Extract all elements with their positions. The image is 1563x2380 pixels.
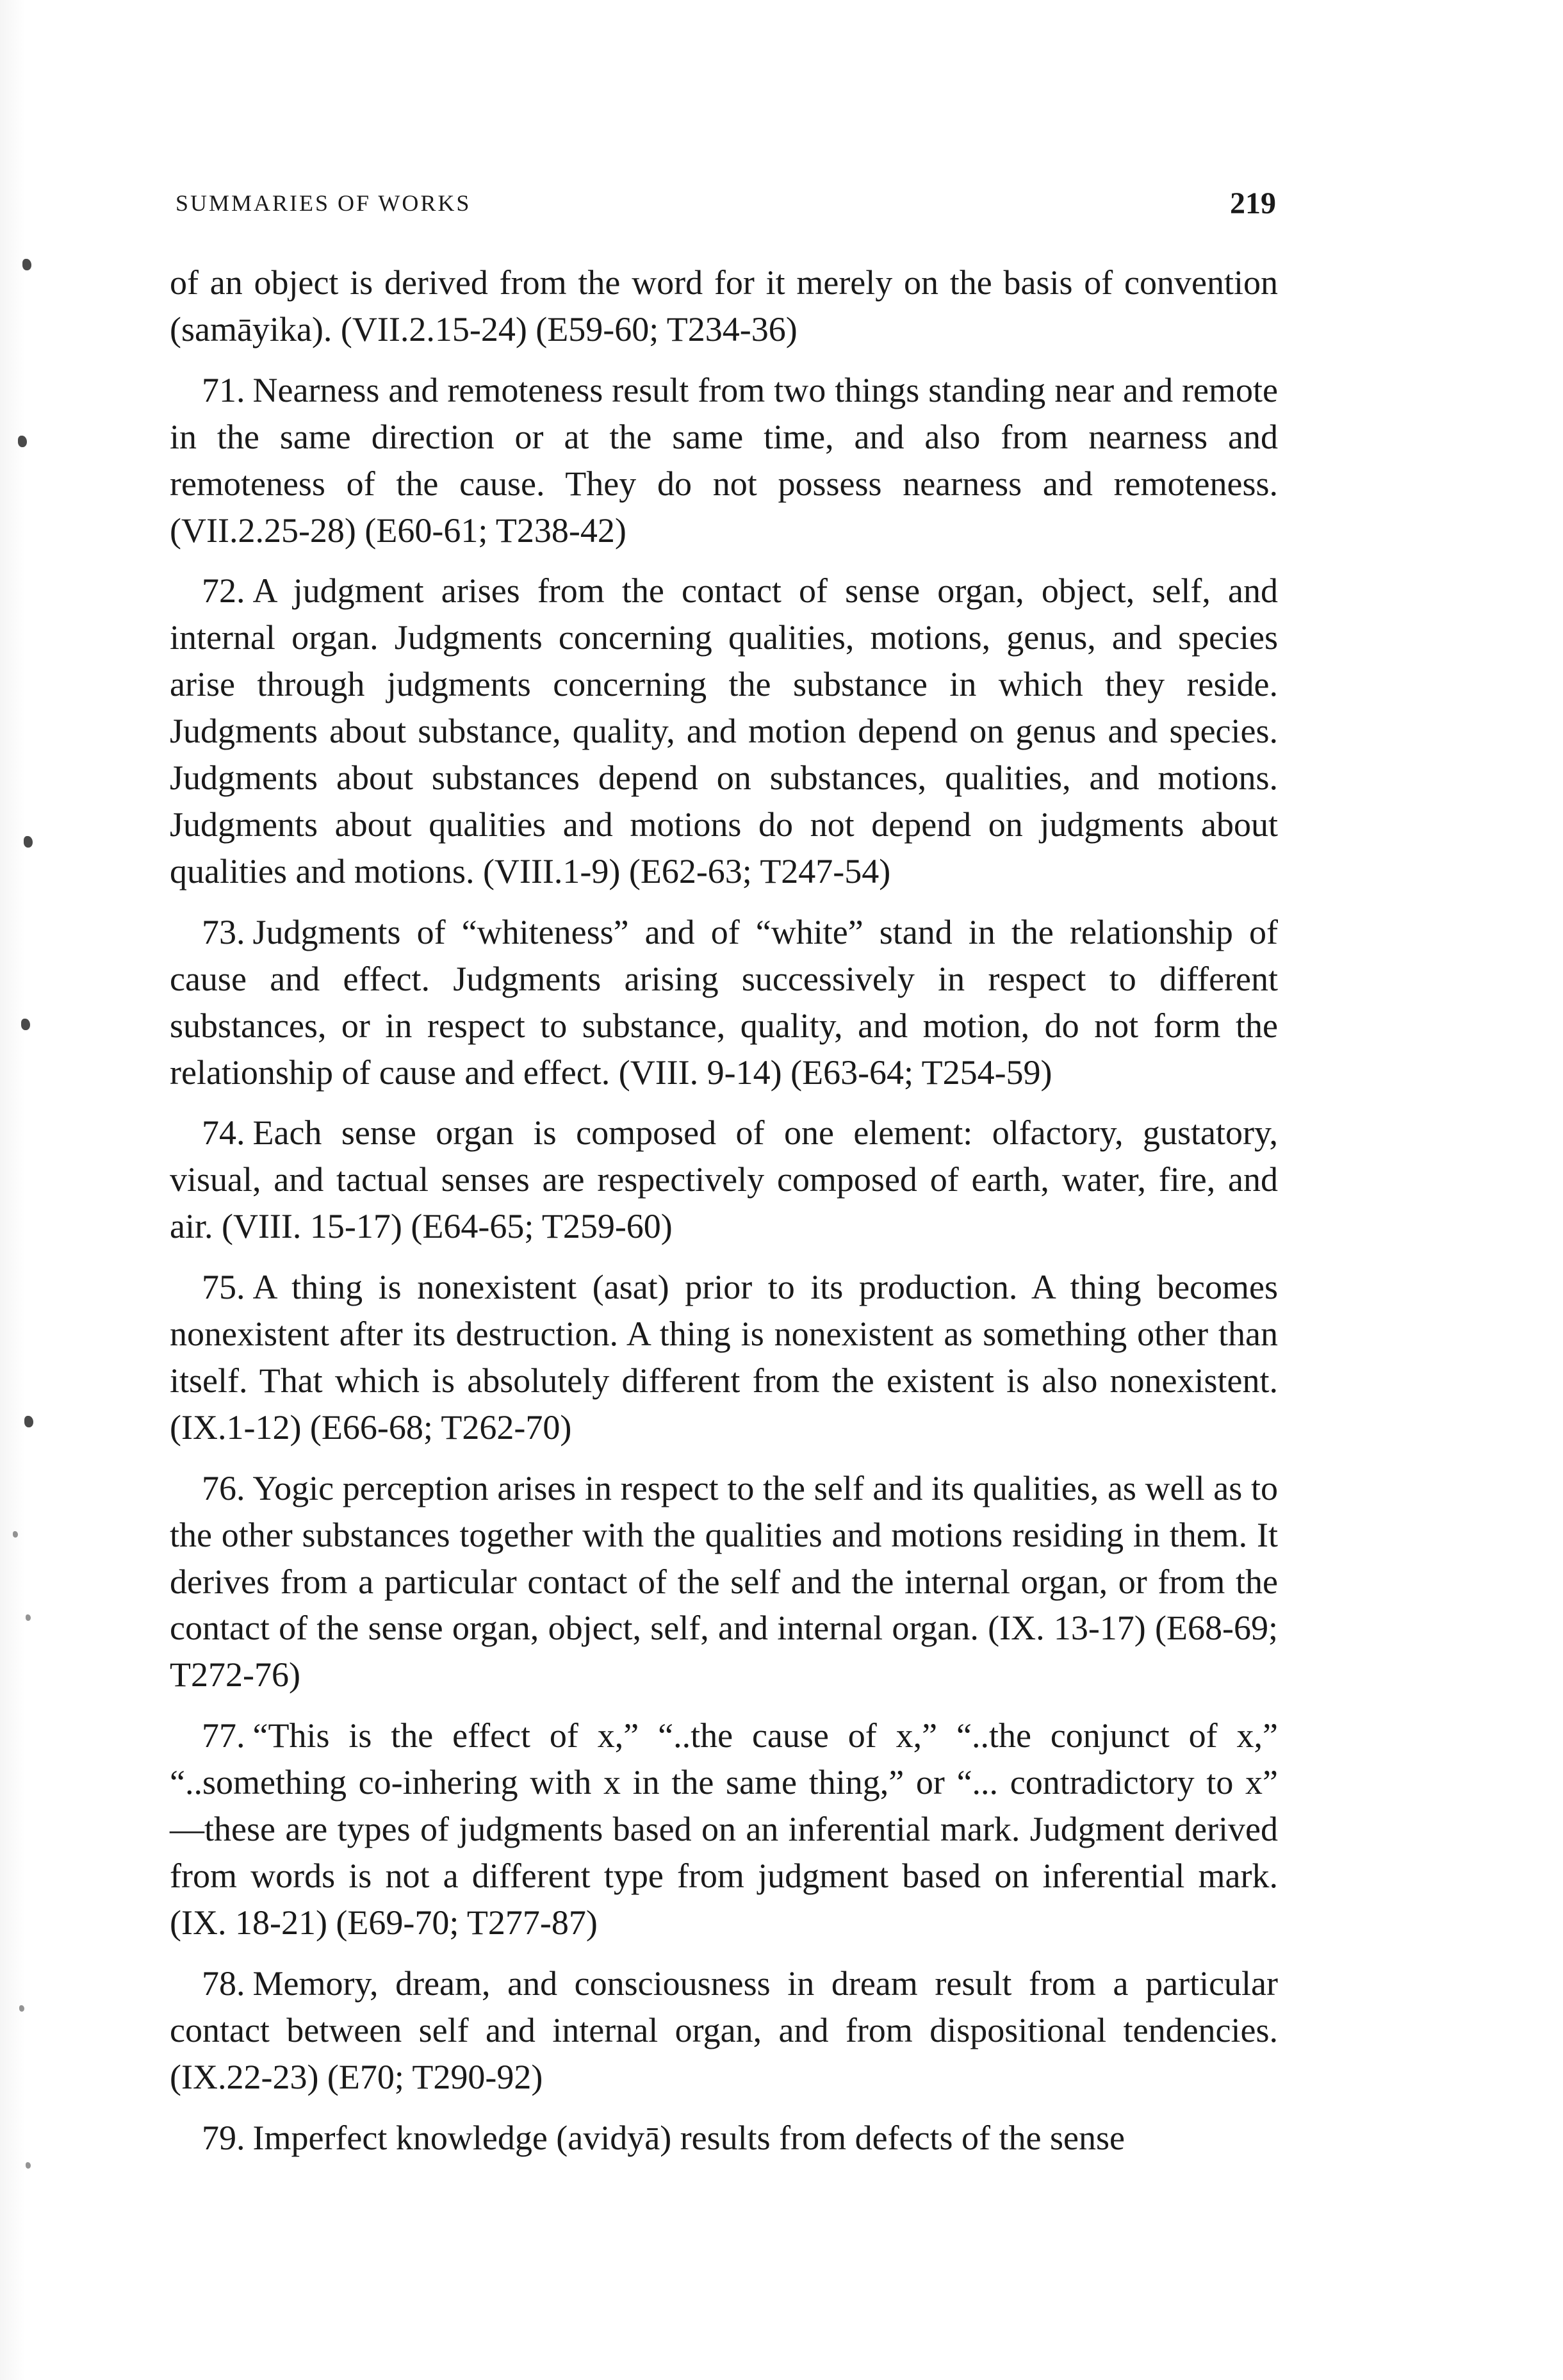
margin-speck [24, 1416, 33, 1427]
margin-speck [22, 259, 31, 270]
paragraph-73 [170, 909, 1278, 1096]
margin-speck [21, 1019, 30, 1030]
paragraph-text: Judgments of “whiteness” and of “white” stand in the relationship of cause and effect. Judgments arising successively in respect to different substances, or in respect to substance, quality, and motion, do not form the relationship of cause and effect. (VIII. 9-14) (E63-64; T254-59) [170, 912, 1278, 1092]
paragraph-number: 77. [202, 1716, 245, 1755]
margin-speck [26, 2162, 31, 2169]
paragraph-text: Imperfect knowledge (avidyā) results from defects of the sense [252, 2118, 1125, 2157]
paragraph-78 [170, 1960, 1278, 2101]
paragraph-text: Memory, dream, and consciousness in dream result from a particular contact between self and internal organ, and from dispositional tendencies. (IX.22-23) (E70; T290-92) [170, 1964, 1278, 2096]
margin-speck [18, 436, 27, 447]
paragraph-number: 75. [202, 1268, 245, 1307]
paragraph-72 [170, 568, 1278, 894]
paragraph-number: 79. [202, 2118, 245, 2157]
paragraph-76 [170, 1465, 1278, 1699]
paragraph-75 [170, 1264, 1278, 1451]
page-number: 219 [1230, 186, 1276, 220]
paragraph-71 [170, 367, 1278, 554]
paragraph-number: 73. [202, 912, 245, 951]
running-header [176, 186, 1276, 224]
paragraph-continuation [170, 259, 1278, 353]
paragraph-number: 76. [202, 1468, 245, 1507]
paragraph-text: “This is the effect of x,” “..the cause of x,” “..the conjunct of x,” “..something co-inhering with x in the same thing,” or “... contradictory to x” —these are types of judgments based on an inferential mark. Judgment derived from words is not a different type from judgment based on inferential mark. (IX. 18-21) (E69-70; T277-87) [170, 1716, 1278, 1942]
margin-speck [19, 2005, 24, 2012]
paragraph-text: Each sense organ is composed of one element: olfactory, gustatory, visual, and tactual senses are respectively composed of earth, water, fire, and air. (VIII. 15-17) (E64-65; T259-60) [170, 1113, 1278, 1246]
margin-speck [24, 836, 33, 848]
paragraph-number: 72. [202, 571, 245, 611]
page-edge-shadow [0, 0, 26, 2380]
paragraph-text: Yogic perception arises in respect to the self and its qualities, as well as to the other substances together with the qualities and motions residing in them. It derives from a particular contact of the self and the internal organ, or from the contact of the sense organ, object, self, and internal organ. (IX. 13-17) (E68-69; T272-76) [170, 1468, 1278, 1695]
paragraph-number: 71. [202, 370, 245, 409]
paragraph-number: 78. [202, 1964, 245, 2003]
paragraph-text: A judgment arises from the contact of sense organ, object, self, and internal organ. Judgments concerning qualities, motions, genus, and species arise through judgments concerning the substance in which they reside. Judgments about substance, quality, and motion depend on genus and species. Judgments about substances depend on substances, qualities, and motions. Judgments about qualities and motions do not depend on judgments about qualities and motions. (VIII.1-9) (E62-63; T247-54) [170, 571, 1278, 890]
paragraph-text: of an object is derived from the word for it merely on the basis of convention (samāyika). (VII.2.15-24) (E59-60; T234-36) [170, 263, 1278, 349]
margin-speck [26, 1614, 31, 1621]
paragraph-79 [170, 2115, 1278, 2162]
paragraph-number: 74. [202, 1113, 245, 1153]
paragraph-77 [170, 1712, 1278, 1946]
paragraph-text: A thing is nonexistent (asat) prior to its production. A thing becomes nonexistent after its destruction. A thing is nonexistent as something other than itself. That which is absolutely different from the existent is also nonexistent. (IX.1-12) (E66-68; T262-70) [170, 1268, 1278, 1447]
paragraph-text: Nearness and remoteness result from two things standing near and remote in the same direction or at the same time, and also from nearness and remoteness of the cause. They do not possess nearness and remoteness. (VII.2.25-28) (E60-61; T238-42) [170, 370, 1278, 550]
header-title: SUMMARIES OF WORKS [176, 190, 471, 216]
margin-speck [13, 1531, 18, 1538]
body-text [170, 259, 1278, 2161]
paragraph-74 [170, 1110, 1278, 1250]
